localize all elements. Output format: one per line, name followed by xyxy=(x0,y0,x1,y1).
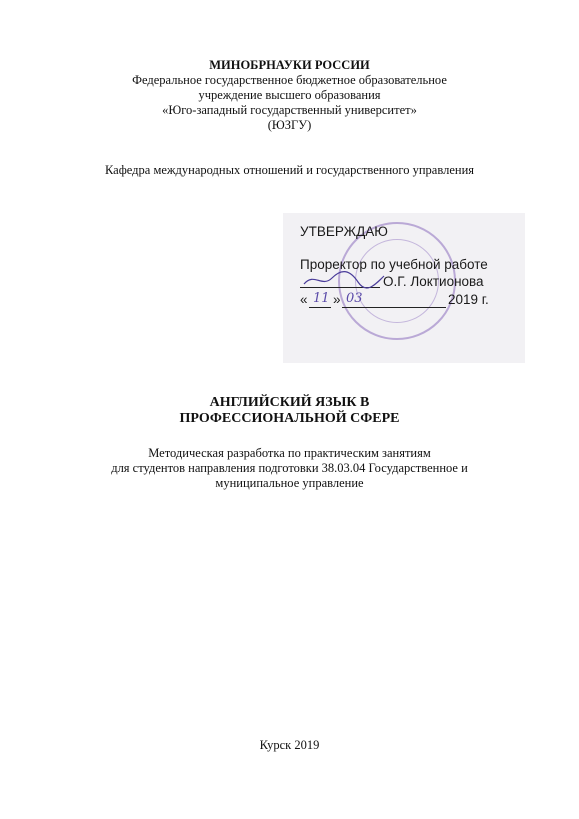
date-close-quote: » xyxy=(333,292,341,307)
date-month-line xyxy=(342,307,446,308)
approver-name: О.Г. Локтионова xyxy=(383,274,484,289)
university-abbreviation: (ЮЗГУ) xyxy=(267,118,312,132)
subtitle-line-3: муниципальное управление xyxy=(215,476,364,490)
date-month: 03 xyxy=(346,291,363,306)
city-year: Курск 2019 xyxy=(259,738,320,752)
date-day-line xyxy=(309,307,331,308)
department-name: Кафедра международных отношений и государственного управления xyxy=(104,163,475,177)
date-day: 11 xyxy=(313,291,330,306)
university-name: «Юго-западный государственный университет» xyxy=(162,103,417,117)
ministry-name: МИНОБРНАУКИ РОССИИ xyxy=(209,58,370,72)
document-title-line-2: ПРОФЕССИОНАЛЬНОЙ СФЕРЕ xyxy=(179,411,400,426)
date-open-quote: « xyxy=(300,292,308,307)
signature-icon xyxy=(300,268,390,290)
approval-heading: УТВЕРЖДАЮ xyxy=(300,224,388,239)
subtitle-line-2: для студентов направления подготовки 38.03.04 Государственное и xyxy=(111,461,468,475)
subtitle-line-1: Методическая разработка по практическим занятиям xyxy=(148,446,431,460)
document-title-line-1: АНГЛИЙСКИЙ ЯЗЫК В xyxy=(209,395,370,410)
institution-line-2: учреждение высшего образования xyxy=(198,88,381,102)
date-year: 2019 г. xyxy=(448,292,489,307)
institution-line-1: Федеральное государственное бюджетное образовательное xyxy=(132,73,447,87)
approval-position: Проректор по учебной работе xyxy=(300,257,488,272)
